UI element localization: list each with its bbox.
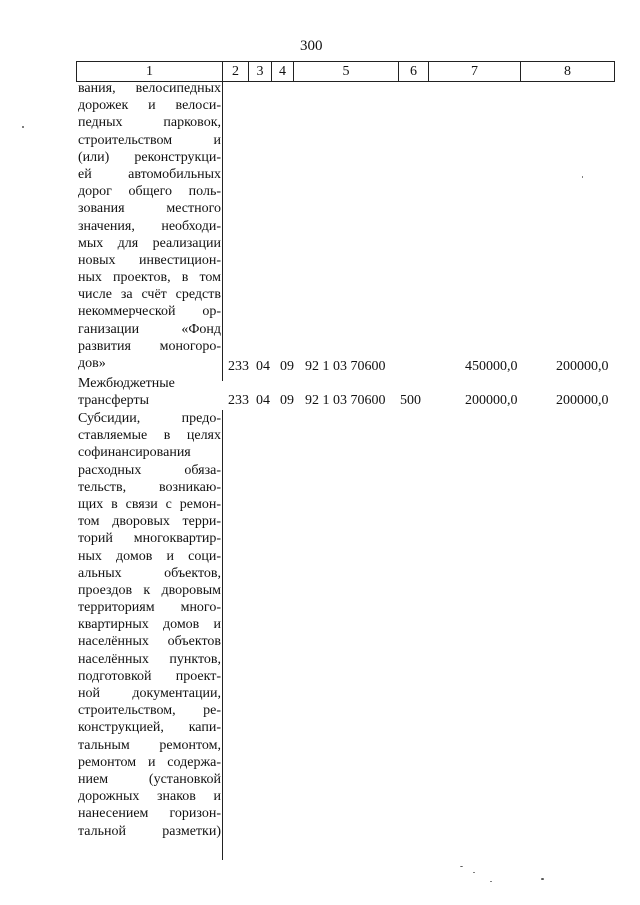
text-line: некоммерческой ор-: [78, 304, 221, 320]
text-line: ей автомобильных: [78, 166, 221, 182]
row-cell-c7: 200000,0: [465, 393, 518, 408]
text-line: мых для реализации: [78, 235, 221, 251]
text-line: альных объектов,: [78, 565, 221, 581]
text-line: педных парковок,: [78, 115, 221, 131]
text-line: зования местного: [78, 201, 221, 217]
row-cell-c2: 233: [228, 393, 249, 408]
row-cell-c8: 200000,0: [556, 359, 609, 374]
row-cell-c4: 09: [280, 393, 294, 408]
text-line: числе за счёт средств: [78, 287, 221, 303]
text-line: населённых объектов: [78, 634, 221, 650]
description-block-1: [78, 80, 221, 372]
row-cell-c5: 92 1 03 70600: [305, 393, 386, 408]
description-block-3: [78, 410, 221, 840]
scan-speck: [473, 872, 475, 873]
table-header: [76, 61, 615, 82]
header-col-7: 7: [429, 62, 521, 81]
header-col-8: 8: [564, 64, 571, 79]
text-line: дорожных знаков и: [78, 789, 221, 805]
text-line: (или) реконструкци-: [78, 149, 221, 165]
scan-speck: [490, 881, 492, 882]
row-cell-c7: 450000,0: [465, 359, 518, 374]
text-line: ганизации «Фонд: [78, 321, 221, 337]
text-line: нием (установкой: [78, 771, 221, 787]
text-line: нанесением горизон-: [78, 806, 221, 822]
text-line: строительством, ре-: [78, 703, 221, 719]
text-line: территориям много-: [78, 600, 221, 616]
column-divider: [222, 410, 223, 860]
scan-speck: [582, 176, 583, 178]
text-line: расходных обяза-: [78, 462, 221, 478]
text-line: подготовкой проект-: [78, 668, 221, 684]
column-divider: [222, 81, 223, 381]
row-cell-c3: 04: [256, 393, 270, 408]
header-col-5: 5: [294, 62, 399, 81]
text-line: вания, велосипедных: [78, 81, 221, 96]
text-line: тельств, возникаю-: [78, 479, 221, 495]
row-cell-c8: 200000,0: [556, 393, 609, 408]
description-block-2: [78, 375, 221, 409]
text-line: ных домов и соци-: [78, 548, 221, 564]
text-line: ной документации,: [78, 686, 221, 701]
text-line: Межбюджетные: [78, 376, 175, 391]
header-col-6: 6: [399, 62, 429, 81]
text-line: развития моногоро-: [78, 338, 221, 354]
text-line: тальным ремонтом,: [78, 737, 221, 753]
text-line: том дворовых терри-: [78, 514, 221, 530]
scan-speck: [460, 866, 463, 867]
text-line: квартирных домов и: [78, 617, 221, 633]
scan-speck: [541, 878, 544, 880]
text-line: проездов к дворовым: [78, 582, 221, 598]
row-cell-c6: 500: [400, 393, 421, 408]
row-cell-c3: 04: [256, 359, 270, 374]
text-line: дорожек и велоси-: [78, 98, 221, 114]
page-number: 300: [300, 38, 323, 54]
header-col-2: 2: [223, 62, 249, 81]
text-line: Субсидии, предо-: [78, 411, 221, 426]
text-line: торий многоквартир-: [78, 531, 221, 547]
text-line: тальной разметки): [78, 823, 221, 839]
text-line: софинансирования: [78, 445, 191, 461]
text-line: трансферты: [78, 393, 150, 409]
text-line: населённых пунктов,: [78, 651, 221, 667]
header-col-1: 1: [77, 62, 223, 81]
text-line: строительством и: [78, 132, 221, 148]
text-line: ремонтом и содержа-: [78, 754, 221, 770]
header-col-4: 4: [272, 62, 294, 81]
header-col-3: 3: [249, 62, 272, 81]
text-line: конструкцией, капи-: [78, 720, 221, 736]
text-line: ставляемые в целях: [78, 428, 221, 444]
row-cell-c4: 09: [280, 359, 294, 374]
row-cell-c2: 233: [228, 359, 249, 374]
text-line: дов»: [78, 356, 106, 371]
text-line: новых инвестицион-: [78, 252, 221, 268]
text-line: значения, необходи-: [78, 218, 221, 234]
scan-speck: [22, 126, 24, 128]
row-cell-c5: 92 1 03 70600: [305, 359, 386, 374]
text-line: дорог общего поль-: [78, 184, 221, 200]
text-line: ных проектов, в том: [78, 270, 221, 286]
text-line: щих в связи с ремон-: [78, 496, 221, 512]
